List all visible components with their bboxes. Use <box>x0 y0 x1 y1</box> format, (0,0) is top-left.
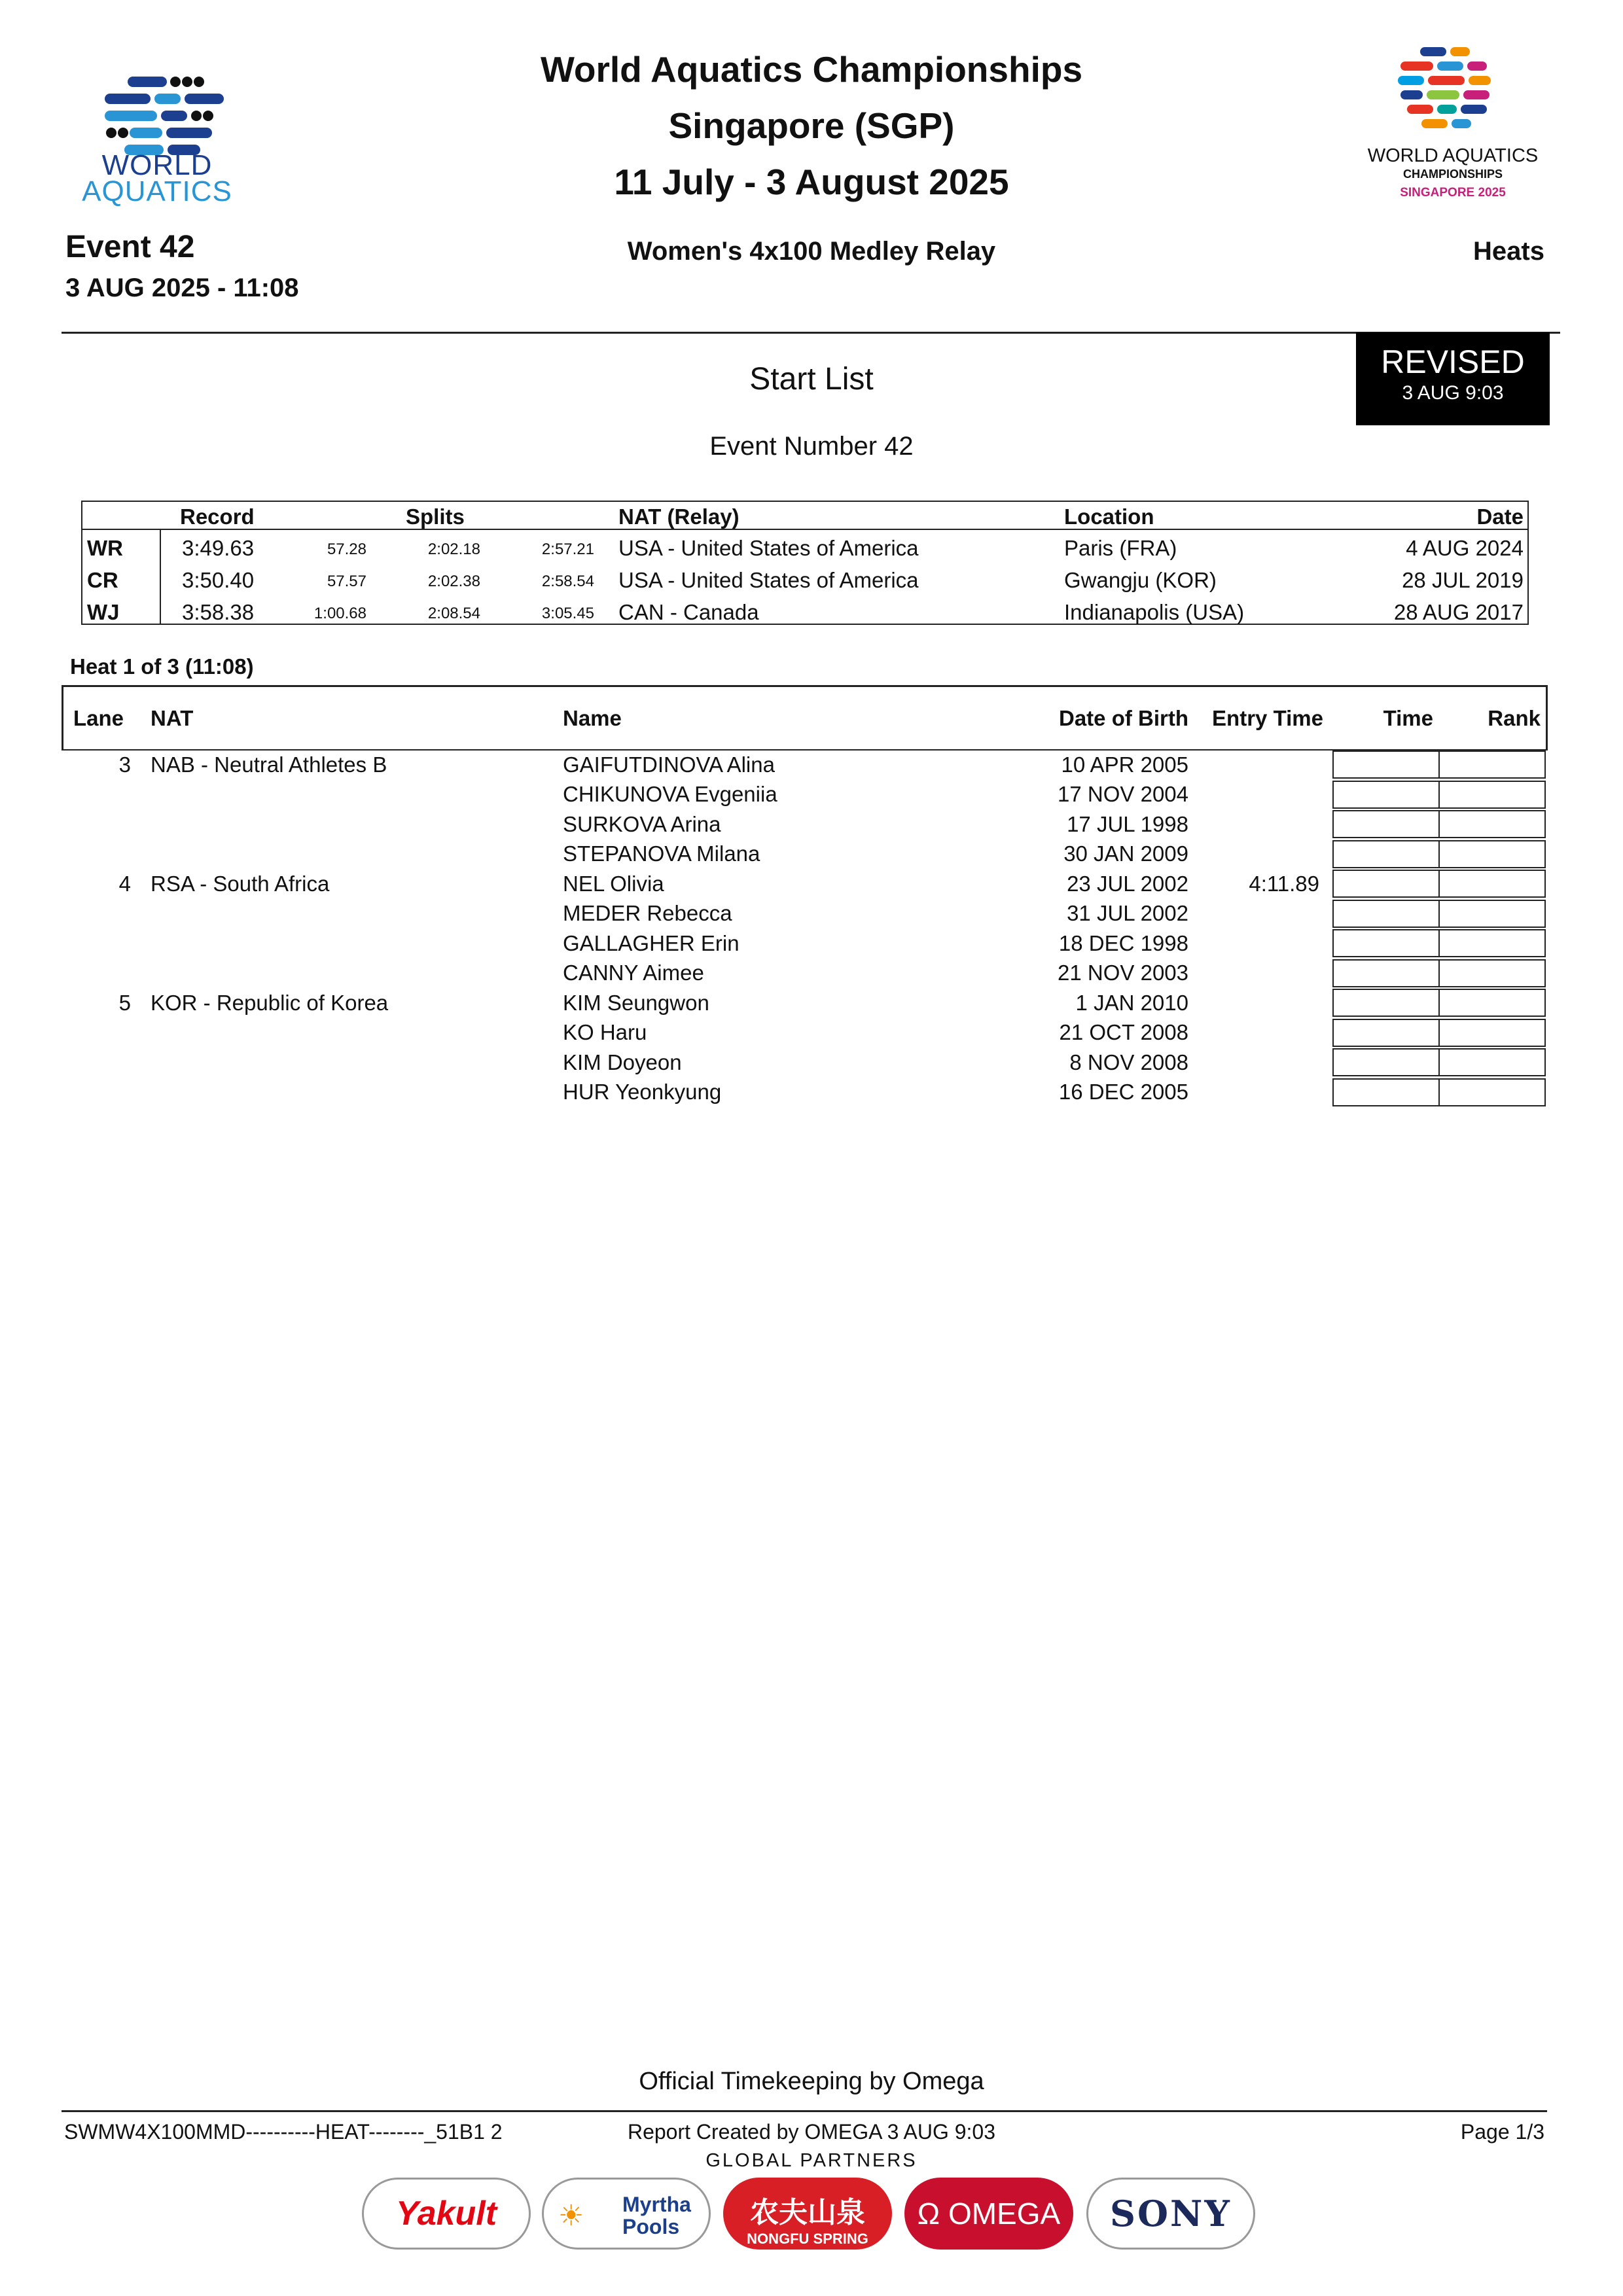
record-split-3: 3:05.45 <box>541 605 594 622</box>
heat-table-header-edge <box>1546 685 1548 751</box>
heat-header-time: Time <box>1383 706 1433 730</box>
swimmer-dob: 31 JUL 2002 <box>1067 901 1188 925</box>
records-code-divider <box>160 529 161 625</box>
event-label: Event 42 <box>65 230 195 264</box>
swimmer-name: CANNY Aimee <box>563 961 704 985</box>
swimmer-dob: 8 NOV 2008 <box>1069 1050 1188 1074</box>
document-title: Start List <box>749 362 874 397</box>
record-split-1: 57.57 <box>327 573 366 590</box>
heat-header-lane: Lane <box>73 706 124 730</box>
title-host: Singapore (SGP) <box>668 105 955 146</box>
record-time: 3:50.40 <box>182 568 255 592</box>
heat-header-rank: Rank <box>1488 706 1541 730</box>
rank-result-box <box>1438 1048 1546 1076</box>
swimmer-name: CHIKUNOVA Evgeniia <box>563 782 777 806</box>
swimmer-name: GAIFUTDINOVA Alina <box>563 752 775 777</box>
record-date: 28 JUL 2019 <box>1402 568 1524 592</box>
record-date: 28 AUG 2017 <box>1393 600 1524 624</box>
records-header-nat: NAT (Relay) <box>618 504 740 529</box>
title-championships: World Aquatics Championships <box>540 49 1083 90</box>
sponsor-nongfu-line2: NONGFU SPRING <box>747 2231 868 2247</box>
records-header-divider <box>81 529 1529 530</box>
swimmer-dob: 17 NOV 2004 <box>1058 782 1188 806</box>
sponsor-myrtha-line1: Myrtha <box>622 2193 691 2216</box>
sponsor-nongfu-logo <box>723 2178 892 2250</box>
report-created: Report Created by OMEGA 3 AUG 9:03 <box>627 2120 996 2144</box>
header-divider <box>62 332 1560 334</box>
sponsor-yakult-logo: Yakult <box>362 2178 531 2250</box>
time-result-box <box>1332 870 1440 898</box>
swimmer-dob: 10 APR 2005 <box>1061 752 1188 777</box>
rank-result-box <box>1438 1019 1546 1047</box>
rank-result-box <box>1438 959 1546 987</box>
swimmer-name: GALLAGHER Erin <box>563 931 740 955</box>
swimmer-name: KO Haru <box>563 1020 647 1044</box>
team-lane: 3 <box>118 752 131 777</box>
record-split-2: 2:08.54 <box>427 605 480 622</box>
time-result-box <box>1332 1078 1440 1106</box>
record-location: Indianapolis (USA) <box>1064 600 1245 624</box>
rank-result-box <box>1438 751 1546 779</box>
heat-header-nat: NAT <box>151 706 194 730</box>
time-result-box <box>1332 929 1440 957</box>
swimmer-dob: 16 DEC 2005 <box>1058 1080 1188 1104</box>
logo-text-aquatics: AQUATICS <box>82 175 232 207</box>
team-nat: KOR - Republic of Korea <box>151 991 389 1015</box>
time-result-box <box>1332 781 1440 809</box>
rank-result-box <box>1438 900 1546 928</box>
swimmer-dob: 21 NOV 2003 <box>1058 961 1188 985</box>
sponsor-myrtha-logo <box>542 2178 711 2250</box>
rank-result-box <box>1438 810 1546 838</box>
rank-result-box <box>1438 870 1546 898</box>
championships-logo-text: WORLD AQUATICS <box>1367 145 1539 166</box>
rank-result-box <box>1438 929 1546 957</box>
report-code: SWMW4X100MMD----------HEAT--------_51B1 2 <box>64 2120 503 2144</box>
record-split-1: 57.28 <box>327 540 366 558</box>
page-number: Page 1/3 <box>1460 2120 1544 2144</box>
time-result-box <box>1332 959 1440 987</box>
team-lane: 4 <box>118 872 131 896</box>
time-result-box <box>1332 1048 1440 1076</box>
records-header-date: Date <box>1476 504 1524 529</box>
championships-logo <box>1387 43 1499 141</box>
record-time: 3:58.38 <box>182 600 255 624</box>
revised-date: 3 AUG 9:03 <box>1402 382 1504 404</box>
swimmer-dob: 1 JAN 2010 <box>1075 991 1188 1015</box>
title-dates: 11 July - 3 August 2025 <box>614 162 1009 202</box>
record-nat: USA - United States of America <box>618 536 919 560</box>
swimmer-name: KIM Doyeon <box>563 1050 682 1074</box>
time-result-box <box>1332 1019 1440 1047</box>
record-split-3: 2:58.54 <box>541 573 594 590</box>
rank-result-box <box>1438 840 1546 868</box>
record-code: WR <box>87 536 123 560</box>
swimmer-dob: 21 OCT 2008 <box>1059 1020 1188 1044</box>
swimmer-name: SURKOVA Arina <box>563 812 721 836</box>
team-nat: RSA - South Africa <box>151 872 330 896</box>
record-split-2: 2:02.18 <box>427 540 480 558</box>
heat-header-name: Name <box>563 706 622 730</box>
global-partners-label: GLOBAL PARTNERS <box>705 2150 918 2171</box>
time-result-box <box>1332 751 1440 779</box>
rank-result-box <box>1438 989 1546 1017</box>
event-name: Women's 4x100 Medley Relay <box>627 237 996 266</box>
team-lane: 5 <box>118 991 131 1015</box>
records-header-record: Record <box>180 504 255 529</box>
rank-result-box <box>1438 1078 1546 1106</box>
time-result-box <box>1332 989 1440 1017</box>
swimmer-dob: 30 JAN 2009 <box>1063 841 1188 866</box>
heat-header-dob: Date of Birth <box>1059 706 1188 730</box>
heat-header-entry-time: Entry Time <box>1212 706 1323 730</box>
swimmer-dob: 18 DEC 1998 <box>1058 931 1188 955</box>
record-location: Gwangju (KOR) <box>1064 568 1217 592</box>
record-location: Paris (FRA) <box>1064 536 1177 560</box>
rank-result-box <box>1438 781 1546 809</box>
record-date: 4 AUG 2024 <box>1406 536 1524 560</box>
swimmer-name: MEDER Rebecca <box>563 901 732 925</box>
championships-logo-subtext: CHAMPIONSHIPS <box>1402 168 1503 181</box>
swimmer-name: STEPANOVA Milana <box>563 841 760 866</box>
record-split-1: 1:00.68 <box>313 605 366 622</box>
swimmer-dob: 17 JUL 1998 <box>1067 812 1188 836</box>
team-nat: NAB - Neutral Athletes B <box>151 752 387 777</box>
record-time: 3:49.63 <box>182 536 255 560</box>
team-entry-time: 4:11.89 <box>1249 872 1319 896</box>
records-header-splits: Splits <box>406 504 465 529</box>
footer-divider <box>62 2110 1547 2112</box>
sponsor-sony-logo: SONY <box>1086 2178 1255 2250</box>
championships-logo-year: SINGAPORE 2025 <box>1400 186 1506 200</box>
swimmer-dob: 23 JUL 2002 <box>1067 872 1188 896</box>
time-result-box <box>1332 810 1440 838</box>
record-code: WJ <box>87 600 120 624</box>
event-number: Event Number 42 <box>709 432 914 461</box>
record-nat: CAN - Canada <box>618 600 759 624</box>
record-split-3: 2:57.21 <box>541 540 594 558</box>
heat-table-header <box>62 685 1547 751</box>
records-header-location: Location <box>1064 504 1154 529</box>
sponsor-myrtha-line2: Pools <box>622 2215 680 2238</box>
time-result-box <box>1332 900 1440 928</box>
sun-icon: ☀ <box>558 2200 584 2232</box>
record-nat: USA - United States of America <box>618 568 919 592</box>
sponsor-omega-logo: Ω OMEGA <box>904 2178 1073 2250</box>
record-split-2: 2:02.38 <box>427 573 480 590</box>
timekeeping-note: Official Timekeeping by Omega <box>639 2068 984 2095</box>
event-datetime: 3 AUG 2025 - 11:08 <box>65 274 299 302</box>
record-code: CR <box>87 568 118 592</box>
swimmer-name: KIM Seungwon <box>563 991 709 1015</box>
event-phase: Heats <box>1473 237 1544 266</box>
revised-badge <box>1356 332 1550 425</box>
swimmer-name: HUR Yeonkyung <box>563 1080 722 1104</box>
logo-text-world: WORLD <box>101 149 213 181</box>
time-result-box <box>1332 840 1440 868</box>
sponsor-nongfu-line1: 农夫山泉 <box>750 2197 865 2229</box>
swimmer-name: NEL Olivia <box>563 872 664 896</box>
heat-label: Heat 1 of 3 (11:08) <box>70 654 254 679</box>
revised-label: REVISED <box>1381 344 1525 380</box>
